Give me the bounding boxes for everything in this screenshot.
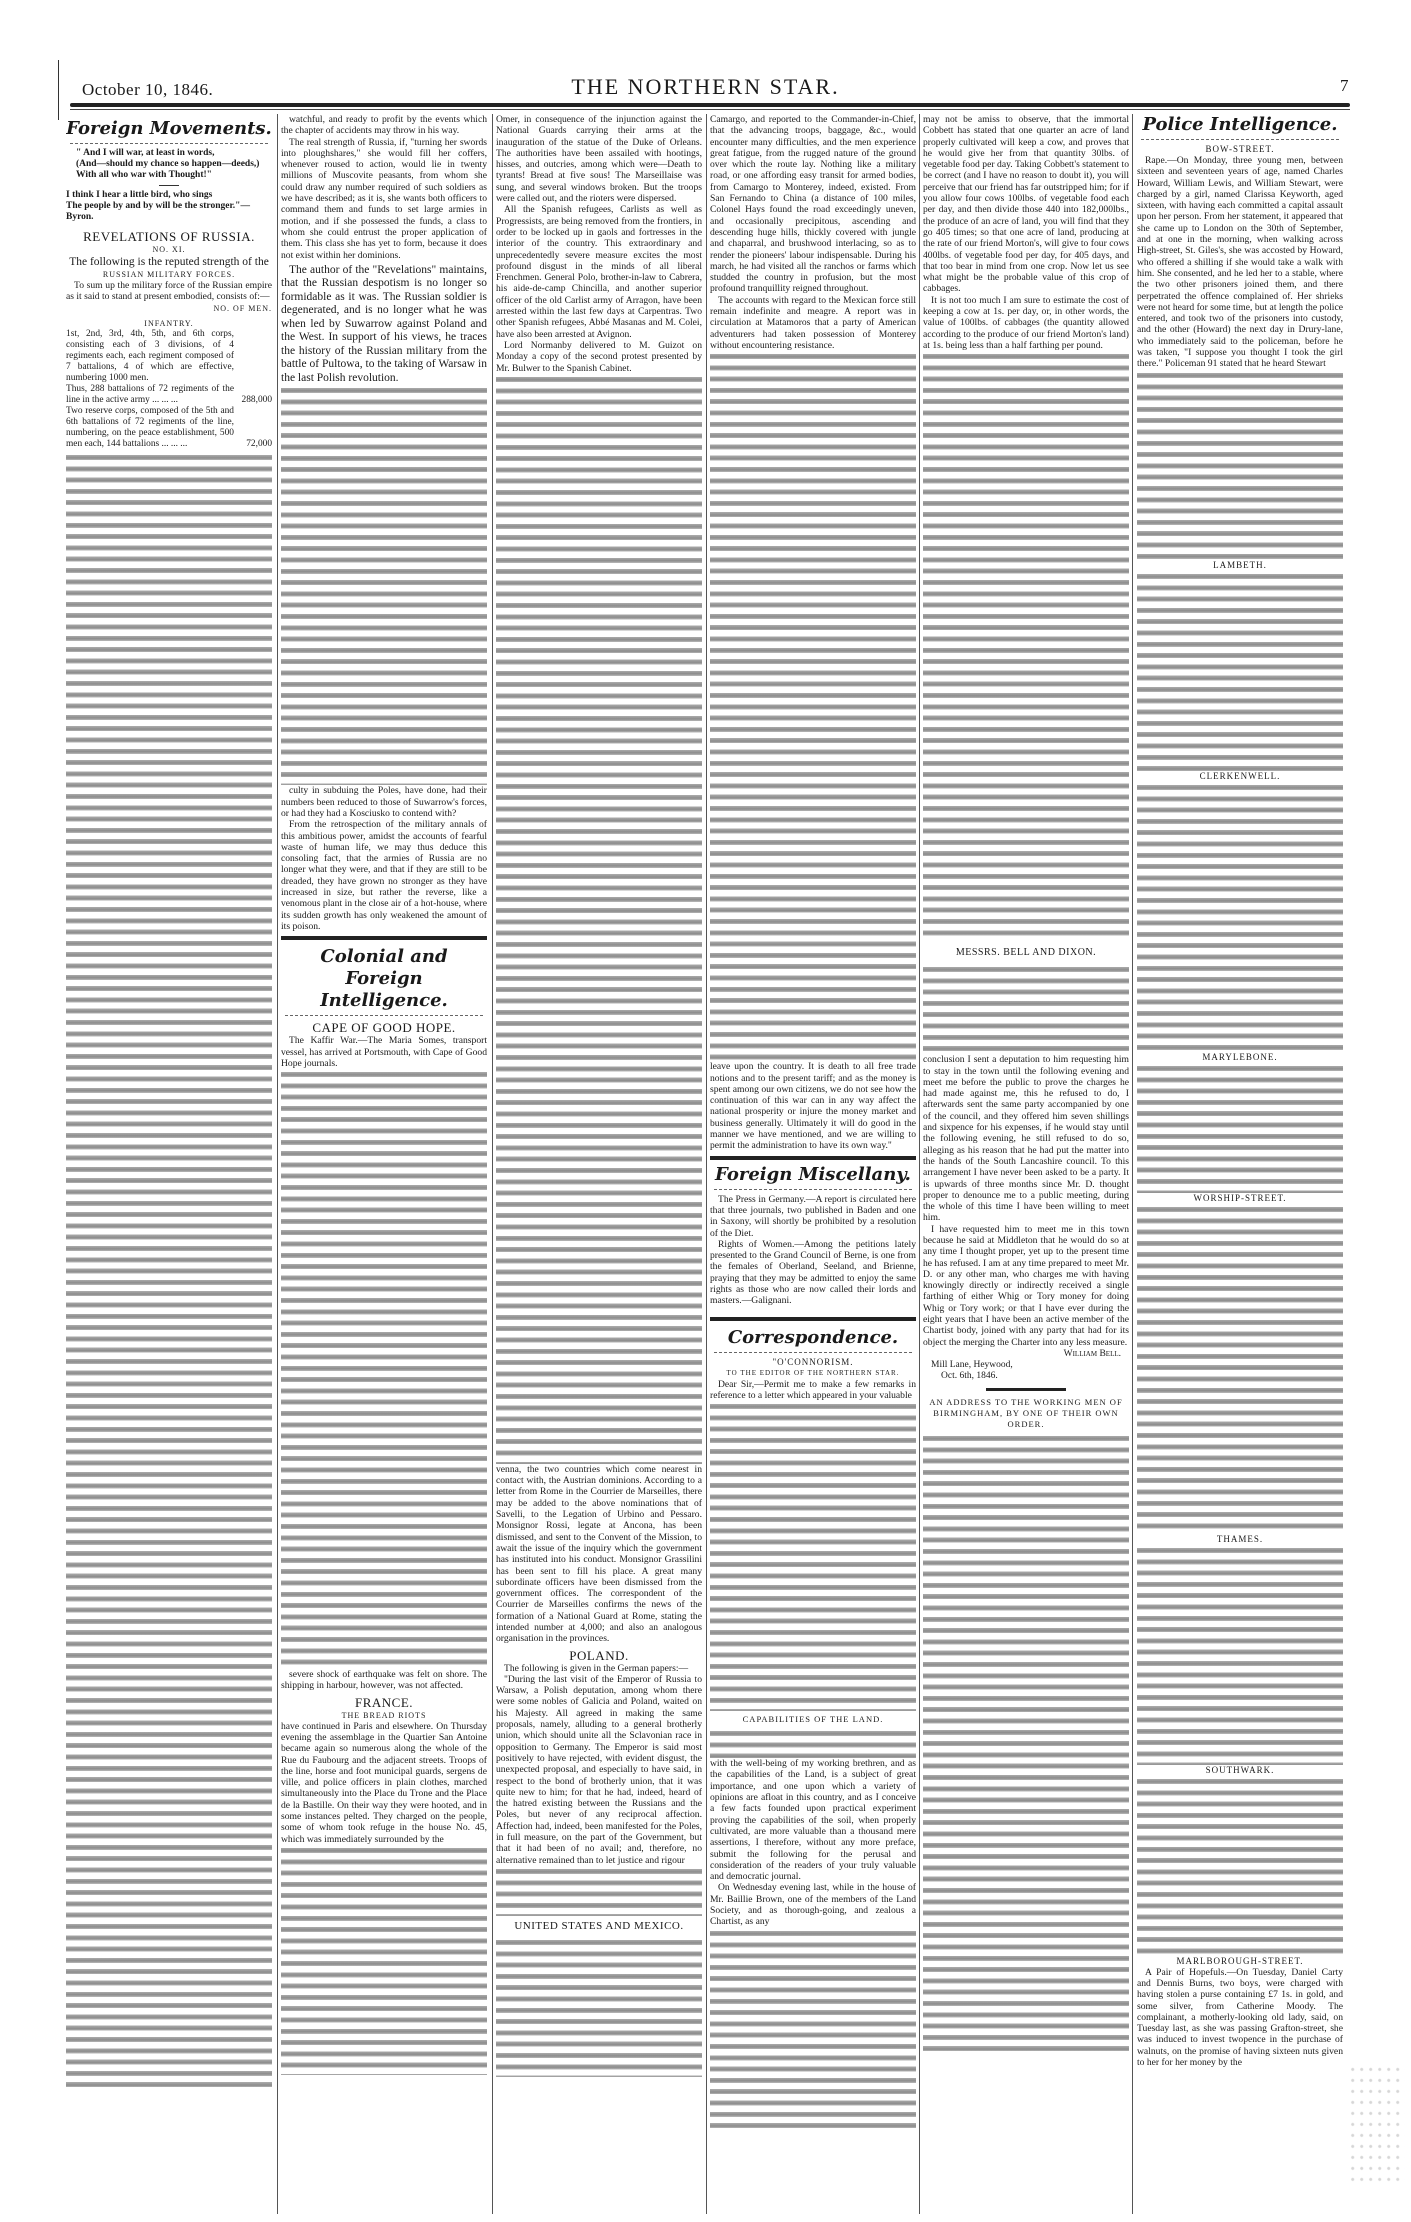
row-description: Two reserve corps, composed of the 5th and 6th battalions of 72 regiments of the line, numbering, on the peace establishment, 500 men each, 144 battalions ... ... ...: [66, 405, 234, 449]
table-row: [66, 329, 272, 384]
section-rule: [710, 1317, 916, 1321]
article-text-body: [1137, 571, 1343, 771]
column-5: [923, 114, 1129, 2214]
epigraph-line: " And I will war, at least in words,: [76, 148, 215, 158]
article-text-body: [1137, 1776, 1343, 1956]
court-heading: BOW-STREET.: [1205, 144, 1275, 154]
column-divider: [277, 114, 278, 2214]
article-text-body: [710, 1728, 916, 1758]
article-title: REVELATIONS OF RUSSIA.: [83, 229, 255, 244]
article-paragraph: "During the last visit of the Emperor of Russia to Warsaw, a Polish deputation, among whom there were some nobles of Galicia and Poland, waited on his Majesty. All agreed in making the same proposals, namely, alluding to a general brotherly union, which should unite all the Sclavonian race in opposition to Germany. The Emperor is said most positively to have rejected, with evident disgust, the unexpected proposal, and especially to have said, in respect to the bond of brotherly union, that it was quite new to him; for that he had, indeed, heard of the hatred existing between the Russians and the Poles, but never of any reciprocal affection. Affection had, indeed, been manifested for the Poles, in full measure, on the part of the Government, but that it had been of no avail; and, therefore, no alternative remained than to let justice and rigour: [496, 1673, 702, 1866]
divider: [714, 1352, 912, 1353]
article-paragraph: The author of the "Revelations" maintains, that the Russian despotism is no longer so formidable as it was. The Russian soldier is degenerated, and is no longer what he was when led by Suwarrow against Poland and the West. In support of his views, he traces the history of the Russian military from the battle of Pultowa, to the taking of Warsaw in the last Polish revolution.: [281, 263, 487, 384]
article-paragraph: Lord Normanby delivered to M. Guizot on Monday a copy of the second protest presented by Mr. Bulwer to the Spanish Cabinet.: [496, 339, 702, 374]
russia-article-continued: [281, 114, 487, 2075]
article-text-body: [710, 1928, 916, 2128]
table-row: [66, 406, 272, 450]
letter-address: Mill Lane, Heywood,: [931, 1359, 1013, 1370]
table-column-header: NO. OF MEN.: [213, 303, 272, 313]
article-text-body: [1137, 1063, 1343, 1193]
subsection-subheading: THE BREAD RIOTS: [341, 1710, 427, 1720]
divider: [285, 1015, 483, 1016]
article-paragraph: The Kaffir War.—The Maria Somes, transport vessel, has arrived at Portsmouth, with Cape of Good Hope journals.: [281, 1035, 487, 1069]
section-heading: Colonial and Foreign Intelligence.: [320, 946, 448, 1012]
article-paragraph: I have requested him to meet me in this town because he said at Middleton that he would do so at any time I thought proper, yet up to the present time he has refused. I am at any time prepared to meet Mr. D. or any other man, who charges me with having knowingly directly or indirectly received a single farthing of either Whig or Tory money for doing Whig or Tory work; or that I have ever during the eight years that I have been an active member of the Chartist body, joined with any party that had for its object the merging the Charter into any less measure.: [923, 1223, 1129, 1348]
article-subtitle: RUSSIAN MILITARY FORCES.: [102, 270, 236, 279]
letter-title: CAPABILITIES OF THE LAND.: [742, 1714, 884, 1725]
issue-date: October 10, 1846.: [82, 80, 214, 99]
court-heading: WORSHIP-STREET.: [1193, 1192, 1287, 1203]
column-divider: [492, 114, 493, 2214]
article-paragraph: The following is given in the German papers:—: [504, 1662, 689, 1674]
row-value: 72,000: [246, 438, 272, 449]
article-text-body: [1137, 782, 1343, 1052]
court-heading: MARYLEBONE.: [1202, 1051, 1278, 1062]
article-paragraph: The Press in Germany.—A report is circulated here that three journals, two published in Baden and one in Saxony, will shortly be prohibited by a resolution of the Diet.: [710, 1193, 916, 1239]
column-2: [281, 114, 487, 2214]
article-text-body: [1137, 1204, 1343, 1534]
table-section-label: INFANTRY.: [144, 318, 194, 328]
article-paragraph: culty in subduing the Poles, have done, had their numbers been reduced to those of Suwarrow's forces, or had they had a Kosciusko to contend with?: [281, 785, 487, 819]
masthead-rule-thin: [70, 109, 1350, 110]
article-paragraph: severe shock of earthquake was felt on shore. The shipping in harbour, however, was not affected.: [281, 1669, 487, 1692]
table-row: [66, 384, 272, 406]
article-text-body: [496, 1937, 702, 2077]
court-heading: THAMES.: [1216, 1533, 1264, 1544]
section-heading: Police Intelligence.: [1142, 114, 1338, 135]
article-paragraph: Dear Sir,—Permit me to make a few remarks in reference to a letter which appeared in your valuable: [710, 1378, 916, 1401]
court-heading: SOUTHWARK.: [1205, 1764, 1275, 1775]
court-heading: MARLBOROUGH-STREET.: [1176, 1955, 1304, 1966]
subsection-heading: UNITED STATES AND MEXICO.: [514, 1919, 684, 1932]
epigraph-line: (And—should my chance so happen—deeds,): [76, 159, 260, 169]
subsection-heading: FRANCE.: [354, 1694, 414, 1710]
article-paragraph: Camargo, and reported to the Commander-in-Chief, that the advancing troops, baggage, &c., would encounter many difficulties, and the men experience great fatigue, from the rugged nature of the ground over which the route lay. Nothing like a military road, or one affording easy transit for armed bodies, from Camargo to Monterey, indeed, existed. From San Fernando to China (a distance of 100 miles, Colonel Hays found the road exceedingly uneven, and occasionally precipitous, ascending and descending huge hills, thickly covered with jungle and chaparral, and brushwood interlacing, so as to render the pioneers' labour indispensable. During his march, he had visited all the ranchos or farms which studded the country in profusion, but the most profound tranquillity reigned throughout.: [710, 114, 916, 295]
subsection-heading: CAPE OF GOOD HOPE.: [312, 1020, 456, 1036]
subsection-heading: POLAND.: [569, 1647, 629, 1663]
article-text-body: [923, 351, 1129, 941]
row-value: [238, 329, 272, 384]
article-text-body: [923, 964, 1129, 1054]
divider: [1141, 139, 1339, 140]
article-text-body: [710, 1401, 916, 1711]
section-heading: Correspondence.: [727, 1326, 899, 1348]
divider: [70, 143, 268, 144]
article-lead: The following is the reputed strength of the: [69, 256, 269, 268]
scan-smudge: [1350, 2065, 1405, 2185]
police-intelligence: [1137, 114, 1343, 2068]
divider: [714, 1189, 912, 1190]
article-paragraph: Omer, in consequence of the injunction against the National Guards carrying their arms at the inauguration of the statue of the Duke of Orleans. The authorities have been assailed with hootings, hisses, and outcries, among which were—Death to tyrants! Bread at five sous! The Marseillaise was sung, and several windows broken. But the troops were called out, and the rioters were dispersed.: [496, 114, 702, 205]
article-paragraph: To sum up the military force of the Russian empire as it said to stand at present embodied, consists of:—: [66, 280, 272, 303]
article-text-body: [496, 1866, 702, 1916]
column-4: [710, 114, 916, 2214]
article-paragraph: watchful, and ready to profit by the events which the chapter of accidents may throw in his way.: [281, 114, 487, 137]
article-text-body: [710, 351, 916, 1061]
france-news: [496, 114, 702, 2077]
article-text-body: [1137, 370, 1343, 560]
row-description: 1st, 2nd, 3rd, 4th, 5th, and 6th corps, consisting each of 3 divisions, of 4 regiments each, each regiment composed of 7 battalions, 4 of which are effective, numbering 1000 men.: [66, 328, 234, 383]
row-value: 288,000: [241, 394, 272, 405]
article-paragraph: It is not too much I am sure to estimate the cost of keeping a cow at 1s. per day, or, in other words, the value of 100lbs. of cabbages (the quantity allowed according to the produce of our friend Morton's land) at 1s. being less than a half farthing per pound.: [923, 294, 1129, 351]
foreign-movements-article: [66, 118, 272, 2092]
column-divider: [1132, 114, 1133, 2214]
article-paragraph: On Wednesday evening last, while in the house of Mr. Baillie Brown, one of the members of the Land Society, and as thorough-going, and zealous a Chartist, as any: [710, 1882, 916, 1928]
article-paragraph: leave upon the country. It is death to all free trade notions and to the present tariff; and as the money is spent among our own citizens, we do not see how the continuation of this war can in any way affect the national prosperity or injure the money market and business generally. Ultimately it will do good in the manner we have mentioned, and we are willing to permit the administration to have its own way.": [710, 1061, 916, 1152]
column-divider: [919, 114, 920, 2214]
epigraph-line: The people by and by will be the stronger."—Byron.: [66, 201, 250, 222]
letter-title: AN ADDRESS TO THE WORKING MEN OF BIRMINGHAM, BY ONE OF THEIR OWN ORDER.: [929, 1396, 1123, 1429]
row-description: Thus, 288 battalions of 72 regiments of the line in the active army ... ... ...: [66, 383, 234, 405]
article-paragraph: The real strength of Russia, if, "turning her swords into ploughshares," she would fill her coffers, whenever roused to action, would lie in twenty millions of Muscovite peasants, from whom she could draw any number required of such soldiers as we have described; as it is, she wants both officers to command them and funds to set large armies in motion, and if she possessed the funds, a class to whom she could entrust the proper application of them. This class she has yet to form, because it does not exist within her dominions.: [281, 136, 487, 261]
article-paragraph: conclusion I sent a deputation to him requesting him to stay in the town until the following evening and meet me before the public to prove the charges he had made against me, this he refused to do, I afterwards sent the same party accompanied by one of the council, and they offered him seven shillings and sixpence for his expenses, if he would stay until the following evening, he still refused to do so, alleging as his reason that he had put the matter into the hands of the South Lancashire council. To this arrangement I have never been asked to be a party. It is upwards of three months since Mr. D. thought proper to denounce me to a public meeting, during the whole of this time I have been willing to meet him.: [923, 1054, 1129, 1224]
divider: [986, 1388, 1066, 1391]
court-heading: CLERKENWELL.: [1199, 770, 1281, 781]
letter-addressee: TO THE EDITOR OF THE NORTHERN STAR.: [726, 1368, 900, 1377]
article-paragraph: The accounts with regard to the Mexican force still remain indefinite and meagre. A report was in circulation at Matamoros that a party of American adventurers had taken possession of Monterey without encountering resistance.: [710, 294, 916, 351]
column-divider: [706, 114, 707, 2214]
article-paragraph: with the well-being of my working brethren, and as the capabilities of the Land, is a subject of great importance, and one upon which a variety of opinions are afloat in this country, and as I conceive a few facts founded upon practical experiment proving the capabilities of the soil, when properly cultivated, are more valuable than a thousand mere assertions, I therefore, without any more preface, submit the following for the perusal and consideration of the readers of your truly valuable and democratic journal.: [710, 1758, 916, 1883]
masthead-rule: [70, 103, 1350, 107]
column-6: [1137, 114, 1343, 2214]
section-heading: Foreign Miscellany.: [715, 1163, 911, 1185]
divider: [159, 185, 179, 186]
section-heading: Foreign Movements.: [66, 118, 272, 139]
newspaper-title: THE NORTHERN STAR.: [571, 74, 840, 99]
page-number: 7: [1340, 76, 1349, 95]
court-heading: LAMBETH.: [1213, 559, 1267, 570]
article-text-body: [1137, 1545, 1343, 1765]
article-text-body: [66, 452, 272, 2092]
epigraph-line: I think I hear a little bird, who sings: [66, 190, 213, 200]
section-rule: [281, 936, 487, 940]
column-3: [496, 114, 702, 2214]
article-paragraph: may not be amiss to observe, that the immortal Cobbett has stated that one quarter an acre of land properly cultivated will keep a cow, and proves that he would give her from that quantity 30lbs. of vegetable food per day. Taking Cobbett's statement to be correct (and I have no reason to doubt it), you will perceive that our friend has far outstripped him; for if you allow four cows 100lbs. of vegetable food each per day, and then divide those 440 into 182,000lbs., the produce of an acre of land, you will find that they go 405 times; so that one acre of land, producing at the rate of our friend Morton's, will give to four cows 400lbs. of vegetable food per day, for 405 days, and that too bear in mind from one crop. Now let us see what might be the probable value of this crop of cabbages.: [923, 114, 1129, 295]
article-number: NO. XI.: [152, 245, 186, 254]
article-text-body: [496, 374, 702, 1464]
article-paragraph: From the retrospection of the military annals of this ambitious power, amidst the accounts of fearful waste of human life, we may thus deduce this consoling fact, that the armies of Russia are no longer what they were, and that if they are still to be dreaded, they have grown no stronger as they have increased in size, but rather the reverse, like a venomous plant in the close air of a hot-house, where its sudden growth has only weakened the amount of its poison.: [281, 819, 487, 932]
article-paragraph: All the Spanish refugees, Carlists as well as Progressists, are being removed from the frontiers, in order to be locked up in gaols and fortresses in the interior of the country. This extraordinary and unprecedentedly severe measure excites the most profound disgust in the minds of all liberal Frenchmen. General Polo, brother-in-law to Cabrera, his aide-de-camp Chincilla, and another superior officer of the old Carlist army of Arragon, have been arrested within the last few days at Carpentras. Two other Spanish refugees, Abbé Masanas and M. Colei, have also been arrested at Avignon.: [496, 204, 702, 340]
letter-signature: William Bell.: [1063, 1348, 1121, 1359]
column-1: [66, 114, 272, 2214]
article-paragraph: Rights of Women.—Among the petitions lately presented to the Grand Council of Berne, is one from the females of Oberland, Seeland, and Brienne, praying that they may be admitted to enjoy the same rights as those who are now called their lords and masters.—Galignani.: [710, 1238, 916, 1307]
section-rule: [710, 1156, 916, 1160]
article-text-body: [281, 385, 487, 785]
letter-title: MESSRS. BELL AND DIXON.: [955, 947, 1097, 959]
article-text-body: [281, 1069, 487, 1669]
letter-title: "O'CONNORISM.: [772, 1356, 854, 1367]
capabilities-letter-continued: [923, 114, 1129, 2053]
article-paragraph: A Pair of Hopefuls.—On Tuesday, Daniel Carty and Dennis Burns, two boys, were charged with having stolen a purse containing £7 1s. in gold, and some silver, from Catherine Moody. The complainant, a motherly-looking old lady, said, on Tuesday last, as she was passing Grafton-street, she was induced to invest twopence in the purchase of walnuts, on the promise of having sixteen nuts given to her for her money by the: [1137, 1966, 1343, 2069]
article-paragraph: venna, the two countries which come nearest in contact with, the Austrian dominions. According to a letter from Rome in the Courrier de Marseilles, there may be added to the above nominations that of Savelli, to the Legation of Urbino and Pessaro. Monsignor Rossi, legate at Ancona, has been dismissed, and sent to the Convent of the Mission, to await the issue of the inquiry which the government has instituted into his conduct. Monsignor Grassilini has been sent to fill his place. A great many subordinate officers have been dismissed from the government offices. The correspondent of the Courrier de Marseilles confirms the news of the formation of a National Guard at Rome, stating the intended number at 4,000; and also an analogous organisation in the provinces.: [496, 1463, 702, 1645]
article-paragraph: have continued in Paris and elsewhere. On Thursday evening the assemblage in the Quartier San Antoine became again so numerous along the whole of the Rue du Faubourg and the adjacent streets. Troops of the line, horse and foot municipal guards, sergens de ville, and police officers in plain clothes, marched simultaneously into the Place du Trone and the Place de la Bastille. On their way they were hooted, and in some instances pelted. They charged on the people, some of whom took refuge in the house No. 45, which was immediately surrounded by the: [281, 1720, 487, 1845]
article-text-body: [923, 1433, 1129, 2053]
letter-date: Oct. 6th, 1846.: [941, 1370, 998, 1381]
article-text-body: [281, 1845, 487, 2075]
article-paragraph: Rape.—On Monday, three young men, between sixteen and seventeen years of age, named Charles Howard, William Lewis, and William Stewart, were charged by a girl, named Clarissa Keyworth, aged sixteen, with having each committed a capital assault upon her person. From her statement, it appeared that she came up to London on the 30th of September, and at one in the morning, when walking across High-street, St. Giles's, she was accosted by Howard, who offered a shilling if she would take a walk with him. She consented, and he led her to a stable, where the two other prisoners joined them, and there perpetrated the offence complained of. Her shrieks were not heard for some time, but at length the police entered, and took two of the prisoners into custody, and the other (Howard) the next day in Drury-lane, who immediately said to the policeman, before he was taken, "I suppose you thought I took the girl there." Policeman 91 stated that he heard Stewart: [1137, 155, 1343, 370]
epigraph-line: With all who war with Thought!": [76, 170, 212, 180]
mexico-news: [710, 114, 916, 2128]
